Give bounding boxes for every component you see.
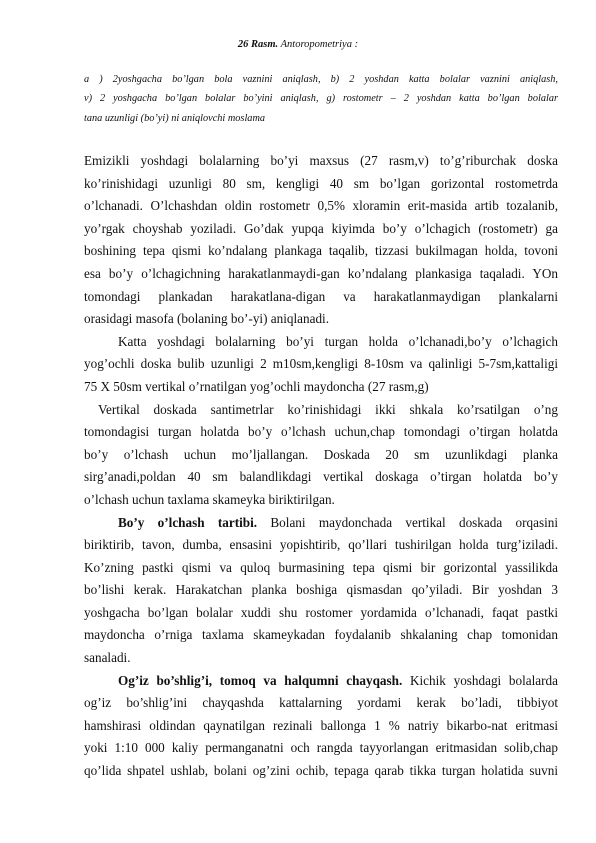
paragraph-mouth-rinsing xyxy=(84,670,558,783)
caption-line: a ) 2yoshgacha bo’lgan bola vaznini aniqlash, b) 2 yoshdan katta bolalar vaznini aniqlash, xyxy=(84,74,558,85)
section-heading: Bo’y o’lchash tartibi. xyxy=(118,514,258,530)
text-line: Katta yoshdagi bolalarning bo’yi turgan holda o’lchanadi,bo’y o’lchagich xyxy=(118,333,558,349)
text-line: tomondagisi turgan holatda bo’y o’lchash uchun,chap tomondagi o’tirgan holatda xyxy=(84,424,558,440)
paragraph-infant-height xyxy=(84,150,558,331)
figure-number: 26 Rasm. xyxy=(237,39,279,50)
figure-caption xyxy=(84,70,558,128)
text-line: hamshirasi oldindan qaynatilgan rezinali ballonga 1 % natriy bikarbo-nat eritmasi xyxy=(84,717,558,733)
paragraph-vertical-board xyxy=(84,399,558,512)
text-line: Ko’zning pastki qismi va quloq burmasining tepa qismi bir gorizontal yassilikda xyxy=(84,559,558,575)
text-line: tomondagi plankadan harakatlana-digan va harakatlanmaydigan plankalarni xyxy=(84,288,558,304)
text-line: og’iz bo’shlig’ini chayqashda kattalarning yordami kerak bo’ladi, tibbiyot xyxy=(84,695,558,711)
text-line: bo’y o’lchash uchun mo’ljallangan. Doskada 20 sm uzunlikdagi planka xyxy=(84,446,558,462)
text-line: yoshgacha bo’lgan bolalar xuddi shu rostomer yordamida o’lchanadi, faqat pastki xyxy=(84,604,558,620)
section-heading: Og’iz bo’shlig’i, tomoq va halqumni chayqash. xyxy=(118,672,403,688)
figure-title: Antoropometriya : xyxy=(278,39,359,50)
text-fragment: Bolani maydonchada vertikal doskada orqasini xyxy=(257,514,558,530)
text-line: ko’rinishidagi uzunligi 80 sm, kengligi 40 sm bo’lgan gorizontal rostometrda xyxy=(84,175,558,191)
paragraph-older-children xyxy=(84,331,558,399)
text-line: Vertikal doskada santimetrlar ko’rinishidagi ikki shkala ko’rsatilgan o’ng xyxy=(98,401,558,417)
text-line: biriktirib, tavon, dumba, ensasini yopishtirib, qo’llari tushirilgan holda turg’iziladi. xyxy=(84,537,558,553)
text-line: yoki 1:10 000 kaliy permanganatni och rangda tayyorlangan eritmasidan solib,chap xyxy=(84,740,558,756)
text-line xyxy=(84,512,558,535)
text-line: sanaladi. xyxy=(84,650,131,666)
caption-line: v) 2 yoshgacha bo’lgan bolalar bo’yini aniqlash, g) rostometr – 2 yoshdan katta bo’lgan bolalar xyxy=(84,93,558,105)
text-line: maydoncha o’rniga taxlama skameykadan foydalanib shkalaning chap tomonidan xyxy=(84,627,558,643)
paragraph-measurement-procedure xyxy=(84,512,558,670)
figure-caption-title xyxy=(0,38,596,52)
text-line xyxy=(84,670,558,693)
text-line: yog’ochli doska bulib uzunligi 2 m10sm,kengligi 8-10sm va qalinligi 5-7sm,kattaligi xyxy=(84,356,558,372)
text-line: 75 X 50sm vertikal o’rnatilgan yog’ochli maydoncha (27 rasm,g) xyxy=(84,378,429,394)
text-line: o’lchash uchun taxlama skameyka biriktirilgan. xyxy=(84,491,335,507)
text-line: orasidagi masofa (bolaning bo’-yi) aniqlanadi. xyxy=(84,311,329,327)
caption-line: tana uzunligi (bo’yi) ni aniqlovchi moslama xyxy=(84,112,266,124)
text-line: qo’lida shpatel ushlab, bolani og’zini ochib, tepaga qarab tikka turgan holatida suvni xyxy=(84,763,558,779)
text-line: Emizikli yoshdagi bolalarning bo’yi maxsus (27 rasm,v) to’g’riburchak doska xyxy=(84,153,558,168)
text-line: o’lchanadi. O’lchashdan oldin rostometr 0,5% xloramin erit-masida artib tozalanib, xyxy=(84,198,558,214)
text-line: bo’lishi kerak. Harakatchan planka boshiga qismasdan qo’yiladi. Bir yoshdan 3 xyxy=(84,582,558,598)
text-line: esa bo’y o’lchagichning harakatlanmaydi-gan ko’ndalang plankasiga taqaladi. YOn xyxy=(84,265,558,281)
text-line: yo’rgak choyshab yoziladi. Go’dak yupqa kiyimda bo’y o’lchagich (rostometr) ga xyxy=(84,220,558,236)
text-line: sirg’anadi,poldan 40 sm balandlikdagi vertikal doskaga o’tirgan holatda bo’y xyxy=(84,469,558,485)
text-fragment: Kichik yoshdagi bolalarda xyxy=(402,672,558,688)
text-line: boshining tepa qismi ko’ndalang plankaga taqalib, tizzasi bukilmagan holda, tovoni xyxy=(84,243,558,259)
body-text xyxy=(84,150,558,783)
